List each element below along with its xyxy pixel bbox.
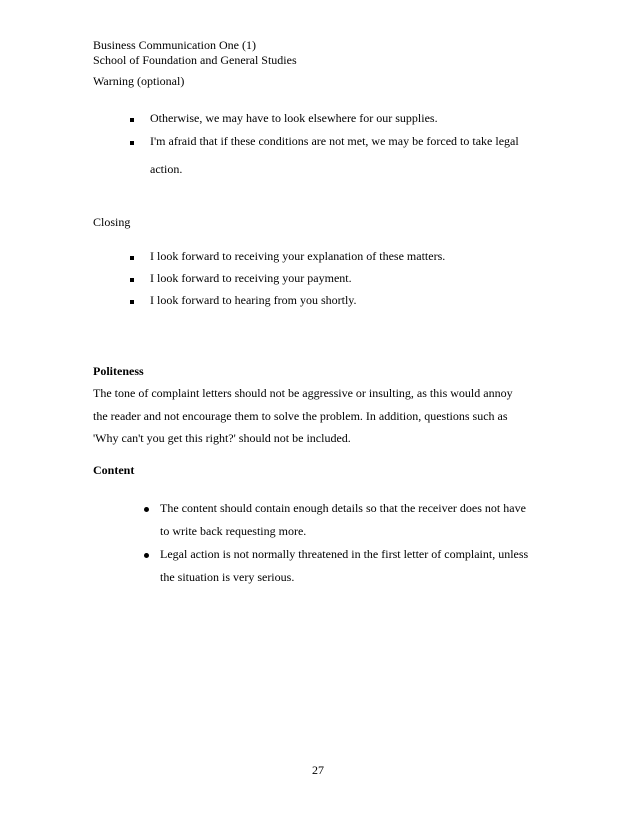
page-number: 27 bbox=[312, 763, 324, 777]
politeness-heading: Politeness bbox=[93, 364, 144, 378]
document-header-school: School of Foundation and General Studies bbox=[93, 53, 297, 67]
round-bullet-icon bbox=[144, 553, 149, 558]
list-item-text-continued: the situation is very serious. bbox=[160, 570, 295, 584]
list-item-text-continued: action. bbox=[150, 162, 183, 176]
list-item-text: I look forward to receiving your explanation of these matters. bbox=[150, 249, 446, 263]
square-bullet-icon bbox=[130, 300, 134, 304]
square-bullet-icon bbox=[130, 256, 134, 260]
paragraph-line: 'Why can't you get this right?' should not be included. bbox=[93, 431, 351, 445]
paragraph-line: the reader and not encourage them to solve the problem. In addition, questions such as bbox=[93, 409, 508, 423]
list-item-text: I look forward to hearing from you shortly. bbox=[150, 293, 357, 307]
list-item-text-continued: to write back requesting more. bbox=[160, 524, 307, 538]
paragraph-line: The tone of complaint letters should not be aggressive or insulting, as this would annoy bbox=[93, 386, 513, 400]
square-bullet-icon bbox=[130, 118, 134, 122]
list-item-text: I look forward to receiving your payment. bbox=[150, 271, 352, 285]
list-item-text: Otherwise, we may have to look elsewhere for our supplies. bbox=[150, 111, 438, 125]
document-header-course: Business Communication One (1) bbox=[93, 38, 256, 52]
list-item-text: The content should contain enough details so that the receiver does not have bbox=[160, 501, 526, 515]
content-heading: Content bbox=[93, 463, 135, 477]
list-item-text: I'm afraid that if these conditions are not met, we may be forced to take legal bbox=[150, 134, 519, 148]
warning-heading: Warning (optional) bbox=[93, 74, 185, 88]
square-bullet-icon bbox=[130, 278, 134, 282]
list-item-text: Legal action is not normally threatened in the first letter of complaint, unless bbox=[160, 547, 529, 561]
closing-heading: Closing bbox=[93, 215, 131, 229]
square-bullet-icon bbox=[130, 141, 134, 145]
round-bullet-icon bbox=[144, 507, 149, 512]
